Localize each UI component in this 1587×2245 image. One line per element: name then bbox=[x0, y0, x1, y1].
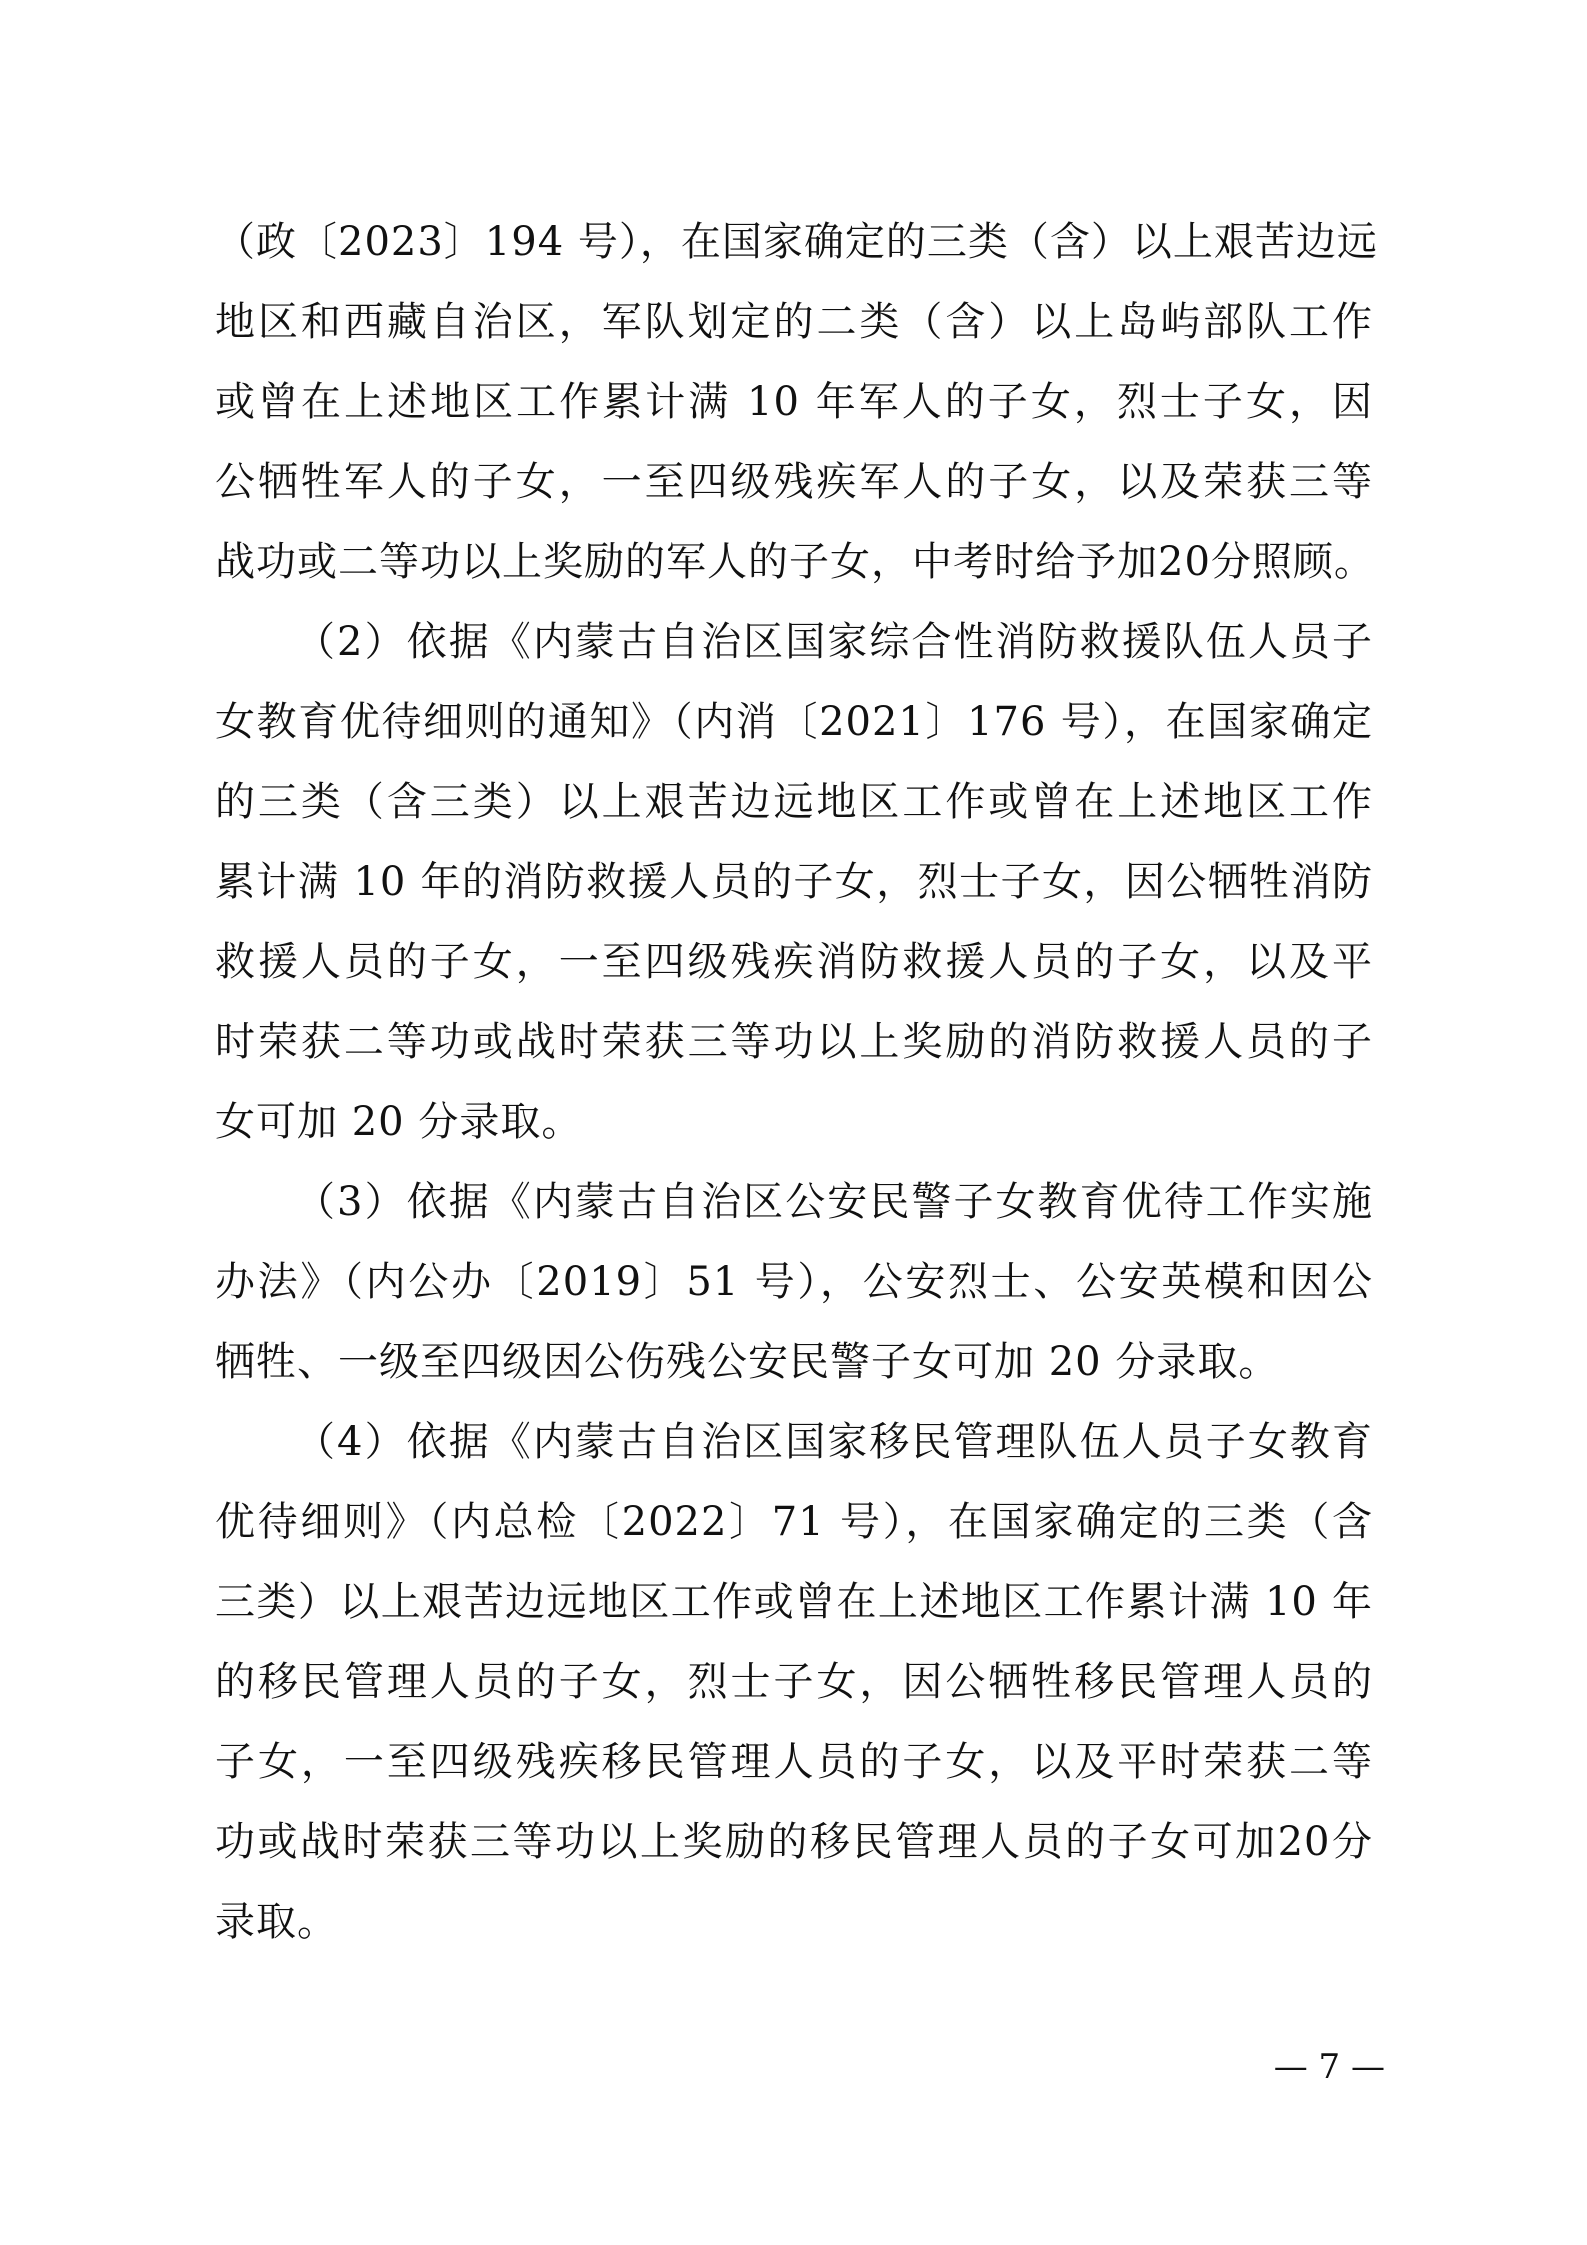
text-line: 地区和西藏自治区，军队划定的二类（含）以上岛屿部队工作 bbox=[215, 299, 1373, 345]
text-line: 录取。 bbox=[215, 1899, 338, 1945]
text-line: 女可加 20 分录取。 bbox=[215, 1099, 583, 1145]
paragraph-3-start: （3）依据《内蒙古自治区公安民警子女教育优待工作实施 bbox=[295, 1179, 1373, 1225]
paragraph-2-start: （2）依据《内蒙古自治区国家综合性消防救援队伍人员子 bbox=[295, 619, 1373, 665]
text-line: 或曾在上述地区工作累计满 10 年军人的子女，烈士子女，因 bbox=[215, 379, 1373, 425]
text-line: 牺牲、一级至四级因公伤残公安民警子女可加 20 分录取。 bbox=[215, 1339, 1280, 1385]
text-line: 救援人员的子女，一至四级残疾消防救援人员的子女，以及平 bbox=[215, 939, 1373, 985]
text-line: 的三类（含三类）以上艰苦边远地区工作或曾在上述地区工作 bbox=[215, 779, 1373, 825]
text-line: （政〔2023〕194 号），在国家确定的三类（含）以上艰苦边远 bbox=[215, 219, 1378, 265]
text-line: 的移民管理人员的子女，烈士子女，因公牺牲移民管理人员的 bbox=[215, 1659, 1373, 1705]
text-line: 子女，一至四级残疾移民管理人员的子女，以及平时荣获二等 bbox=[215, 1739, 1373, 1785]
text-line: 累计满 10 年的消防救援人员的子女，烈士子女，因公牺牲消防 bbox=[215, 859, 1373, 905]
text-line: 公牺牲军人的子女，一至四级残疾军人的子女，以及荣获三等 bbox=[215, 459, 1373, 505]
text-line: 功或战时荣获三等功以上奖励的移民管理人员的子女可加20分 bbox=[215, 1819, 1373, 1865]
text-line: 时荣获二等功或战时荣获三等功以上奖励的消防救援人员的子 bbox=[215, 1019, 1373, 1065]
text-line: 战功或二等功以上奖励的军人的子女，中考时给予加20分照顾。 bbox=[215, 539, 1375, 585]
text-line: 优待细则》（内总检〔2022〕71 号），在国家确定的三类（含 bbox=[215, 1499, 1373, 1545]
paragraph-4-start: （4）依据《内蒙古自治区国家移民管理队伍人员子女教育 bbox=[295, 1419, 1373, 1465]
page-number: — 7 — bbox=[1273, 2047, 1385, 2087]
text-line: 女教育优待细则的通知》（内消〔2021〕176 号），在国家确定 bbox=[215, 699, 1373, 745]
text-line: 三类）以上艰苦边远地区工作或曾在上述地区工作累计满 10 年 bbox=[215, 1579, 1373, 1625]
text-line: 办法》（内公办〔2019〕51 号），公安烈士、公安英模和因公 bbox=[215, 1259, 1373, 1305]
